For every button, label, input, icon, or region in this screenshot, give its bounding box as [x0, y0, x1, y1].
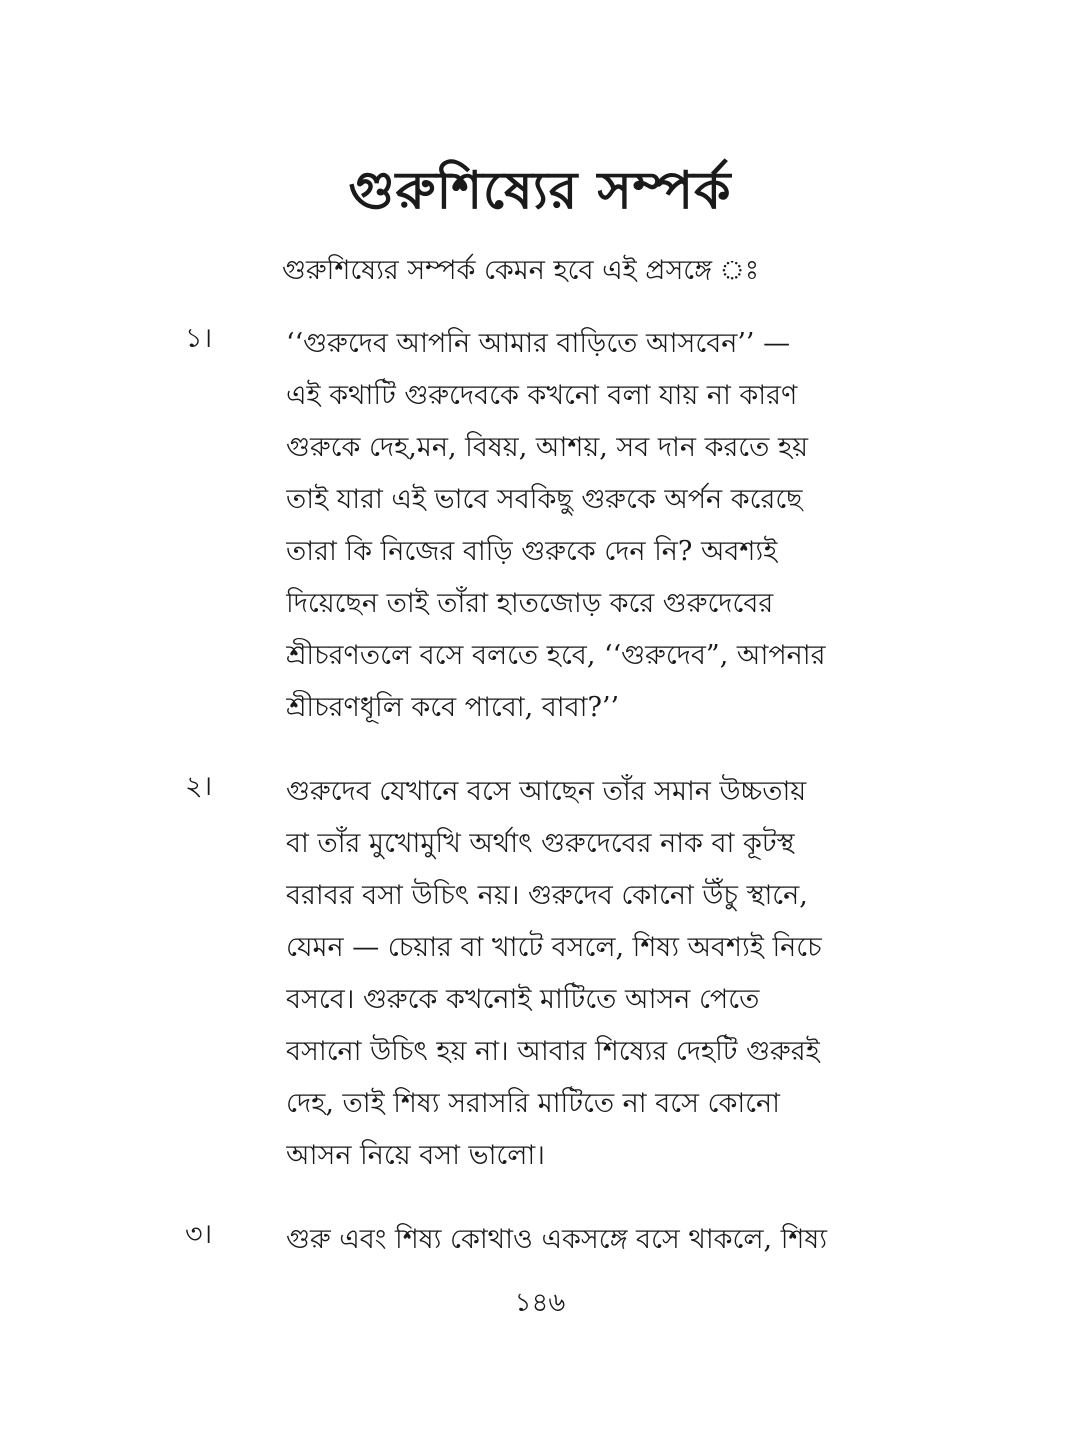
text-line: তারা কি নিজের বাড়ি গুরুকে দেন নি? অবশ্যই: [286, 536, 778, 567]
item-number: ৩।: [185, 1219, 213, 1250]
text-line: বা তাঁর মুখোমুখি অর্থাৎ গুরুদেবের নাক বা কূটস্থ: [286, 828, 795, 859]
text-line: তাই যারা এই ভাবে সবকিছু গুরুকে অর্পন করেছে: [286, 484, 803, 515]
text-line: যেমন — চেয়ার বা খাটে বসলে, শিষ্য অবশ্যই নিচে: [286, 932, 822, 963]
text-line: গুরুদেব যেখানে বসে আছেন তাঁর সমান উচ্চতায়: [286, 776, 807, 807]
text-line: দেহ, তাই শিষ্য সরাসরি মাটিতে না বসে কোনো: [286, 1088, 780, 1119]
item-number: ২।: [185, 771, 213, 802]
text-line: ‘‘গুরুদেব আপনি আমার বাড়িতে আসবেন’’ —: [286, 328, 791, 359]
page-title: গুরুশিষ্যের সম্পর্ক: [348, 160, 732, 221]
item-paragraph: [286, 318, 886, 734]
item-number: ১।: [185, 323, 213, 354]
item-paragraph: [286, 1214, 886, 1266]
text-line: গুরুকে দেহ,মন, বিষয়, আশয়, সব দান করতে হয়: [286, 432, 809, 463]
item-paragraph: [286, 766, 886, 1182]
page-number: ১৪৬: [514, 1288, 566, 1318]
text-line: দিয়েছেন তাই তাঁরা হাতজোড় করে গুরুদেবের: [286, 588, 774, 619]
text-line: বসবে। গুরুকে কখনোই মাটিতে আসন পেতে: [286, 984, 760, 1015]
text-line: বরাবর বসা উচিৎ নয়। গুরুদেব কোনো উঁচু স্থানে,: [286, 880, 808, 911]
text-line: বসানো উচিৎ হয় না। আবার শিষ্যের দেহটি গুরুরই: [286, 1036, 820, 1067]
text-line: গুরু এবং শিষ্য কোথাও একসঙ্গে বসে থাকলে, শিষ্য: [286, 1224, 828, 1255]
text-line: আসন নিয়ে বসা ভালো।: [286, 1140, 545, 1171]
text-line: শ্রীচরণতলে বসে বলতে হবে, ‘‘গুরুদেব”, আপনার: [286, 640, 826, 671]
text-line: শ্রীচরণধূলি কবে পাবো, বাবা?’’: [286, 692, 620, 723]
text-line: এই কথাটি গুরুদেবকে কখনো বলা যায় না কারণ: [286, 380, 798, 411]
intro-text: গুরুশিষ্যের সম্পর্ক কেমন হবে এই প্রসঙ্গে ঃ: [282, 255, 760, 286]
